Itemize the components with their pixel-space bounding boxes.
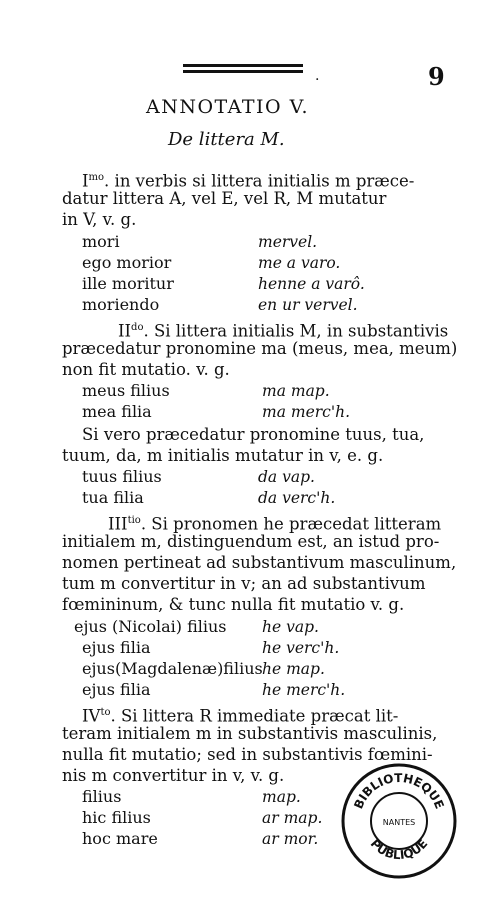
para2-line-2: præcedatur pronomine ma (meus, mea, meum) bbox=[62, 339, 458, 358]
ex1-latin-1: mori bbox=[82, 232, 120, 251]
header-dot: . bbox=[315, 68, 320, 84]
para1-line-2: datur littera A, vel E, vel R, M mutatur bbox=[62, 189, 387, 208]
para4-line-4: nis m convertitur in v, v. g. bbox=[62, 766, 285, 785]
ex1-breton-3: henne a varô. bbox=[258, 275, 365, 293]
para3-line-2: initialem m, distinguendum est, an istud pro- bbox=[62, 532, 440, 551]
ex1-latin-3: ille moritur bbox=[82, 274, 174, 293]
stamp-bottom-text: PUBLIQUE bbox=[367, 836, 431, 863]
ex2-latin-1: meus filius bbox=[82, 381, 170, 400]
ex4-breton-1: he vap. bbox=[262, 618, 319, 636]
ex1-breton-2: me a varo. bbox=[258, 254, 341, 272]
ex1-latin-2: ego morior bbox=[82, 253, 172, 272]
svg-text:PUBLIQUE bbox=[368, 837, 431, 863]
ex5-latin-1: filius bbox=[82, 787, 122, 806]
ex4-breton-4: he merc'h. bbox=[262, 681, 346, 699]
ex1-breton-1: mervel. bbox=[258, 233, 318, 251]
para2b-line-1: Si vero præcedatur pronomine tuus, tua, bbox=[82, 425, 425, 444]
para1-line-3: in V, v. g. bbox=[62, 210, 137, 229]
para3-line-5: fœmininum, & tunc nulla fit mutatio v. g. bbox=[62, 595, 405, 614]
ex5-latin-3: hoc mare bbox=[82, 829, 158, 848]
ex3-latin-2: tua filia bbox=[82, 488, 144, 507]
para4-line-3: nulla fit mutatio; sed in substantivis fœmini- bbox=[62, 745, 433, 764]
header-rule-top bbox=[183, 64, 303, 67]
stamp-center-text: NANTES bbox=[382, 818, 416, 827]
ex5-latin-2: hic filius bbox=[82, 808, 151, 827]
section-subtitle: De littera M. bbox=[168, 129, 285, 150]
ex4-latin-1: ejus (Nicolai) filius bbox=[74, 617, 227, 636]
ex1-latin-4: moriendo bbox=[82, 295, 160, 314]
ex1-breton-4: en ur vervel. bbox=[258, 296, 358, 314]
ex2-breton-1: ma map. bbox=[262, 382, 330, 400]
para1-line-1: $I^{mo}$. in verbis si littera initialis m præce- bbox=[82, 171, 415, 191]
para4-line-2: teram initialem m in substantivis masculinis, bbox=[62, 724, 438, 743]
para3-line-1: $III^{tio}$. Si pronomen he præcedat litteram bbox=[108, 514, 442, 534]
para3-line-4: tum m convertitur in v; an ad substantivum bbox=[62, 574, 426, 593]
ex5-breton-3: ar mor. bbox=[262, 830, 319, 848]
ex3-breton-1: da vap. bbox=[258, 468, 315, 486]
ex3-latin-1: tuus filius bbox=[82, 467, 162, 486]
ex4-latin-3: ejus(Magdalenæ)filius bbox=[82, 659, 263, 678]
ex4-latin-4: ejus filia bbox=[82, 680, 151, 699]
ex2-breton-2: ma merc'h. bbox=[262, 403, 350, 421]
para2b-line-2: tuum, da, m initialis mutatur in v, e. g. bbox=[62, 446, 384, 465]
ex3-breton-2: da verc'h. bbox=[258, 489, 336, 507]
ex4-breton-2: he verc'h. bbox=[262, 639, 340, 657]
library-stamp-icon bbox=[340, 762, 458, 880]
ex4-latin-2: ejus filia bbox=[82, 638, 151, 657]
ex4-breton-3: he map. bbox=[262, 660, 325, 678]
section-title: ANNOTATIO V. bbox=[146, 96, 310, 118]
para4-line-1: $IV^{to}$. Si littera R immediate præcat lit- bbox=[82, 706, 399, 726]
ex5-breton-1: map. bbox=[262, 788, 301, 806]
para3-line-3: nomen pertineat ad substantivum masculinum, bbox=[62, 553, 457, 572]
stamp-top-text: BIBLIOTHEQUE bbox=[351, 770, 447, 811]
header-rule-bottom bbox=[183, 70, 303, 73]
page-number: 9 bbox=[428, 62, 445, 91]
ex2-latin-2: mea filia bbox=[82, 402, 152, 421]
ex5-breton-2: ar map. bbox=[262, 809, 323, 827]
para2-line-3: non fit mutatio. v. g. bbox=[62, 360, 230, 379]
para2-line-1: $II^{do}$. Si littera initialis M, in substantivis bbox=[118, 321, 449, 341]
